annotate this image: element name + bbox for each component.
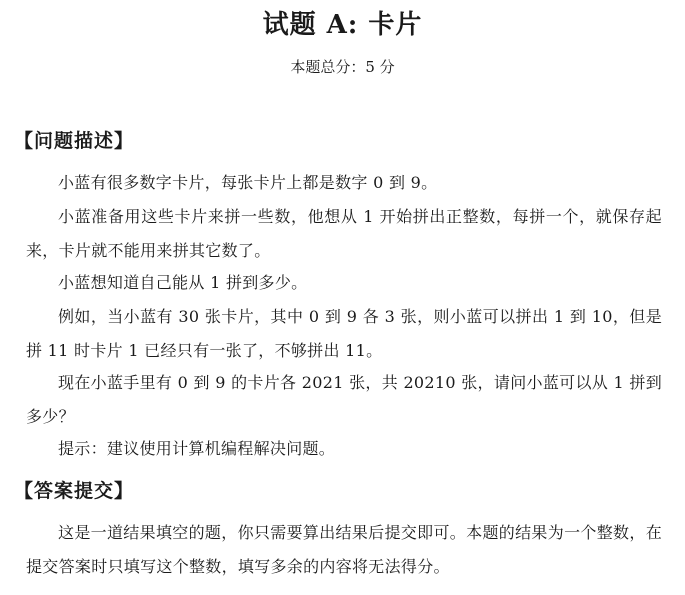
description-paragraph-6: 提示：建议使用计算机编程解决问题。 bbox=[58, 439, 336, 458]
submission-paragraph-1: 这是一道结果填空的题，你只需要算出结果后提交即可。本题的结果为一个整数，在提交答案时只填写这个整数，填写多余的内容将无法得分。 bbox=[26, 523, 662, 576]
submission-heading: 【答案提交】 bbox=[14, 480, 135, 502]
description-heading: 【问题描述】 bbox=[14, 130, 135, 152]
description-paragraph-1: 小蓝有很多数字卡片，每张卡片上都是数字 0 到 9。 bbox=[58, 173, 438, 192]
description-paragraph-5: 现在小蓝手里有 0 到 9 的卡片各 2021 张，共 20210 张，请问小蓝可以从 1 拼到多少？ bbox=[26, 373, 662, 426]
problem-score: 本题总分：5 分 bbox=[290, 58, 395, 76]
problem-title: 试题 A: 卡片 bbox=[262, 10, 423, 40]
description-paragraph-3: 小蓝想知道自己能从 1 拼到多少。 bbox=[58, 273, 308, 292]
description-paragraph-4: 例如，当小蓝有 30 张卡片，其中 0 到 9 各 3 张，则小蓝可以拼出 1 到 10，但是拼 11 时卡片 1 已经只有一张了，不够拼出 11。 bbox=[26, 307, 662, 360]
description-paragraph-2: 小蓝准备用这些卡片来拼一些数，他想从 1 开始拼出正整数，每拼一个，就保存起来，卡片就不能用来拼其它数了。 bbox=[26, 207, 662, 260]
